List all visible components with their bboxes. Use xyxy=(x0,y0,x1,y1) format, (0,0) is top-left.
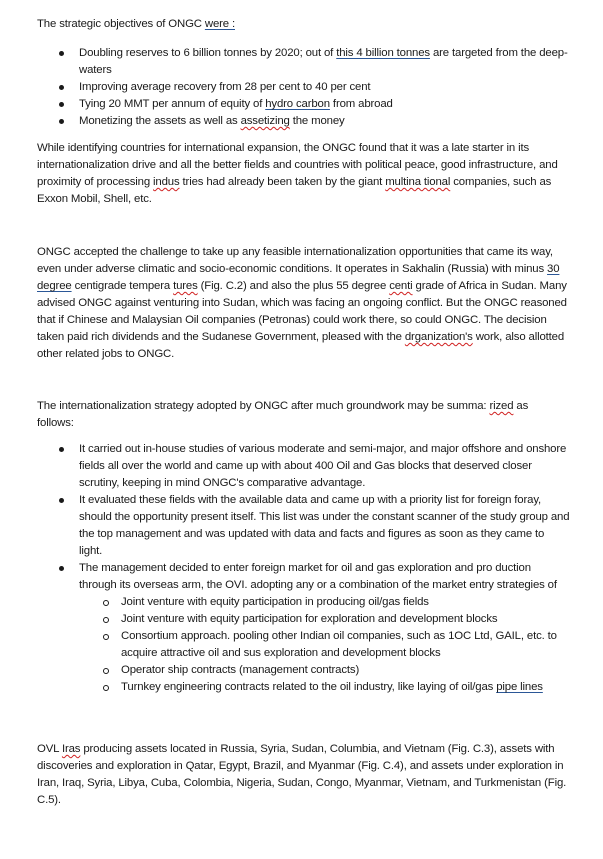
list-item: It carried out in-house studies of various moderate and semi-major, and major offshore and onshore fields all over the world and came up with about 400 Oil and Gas blocks that deserved closer scrutiny, keeping in mind ONGC's comparative advantage. xyxy=(0,441,570,492)
sub-list-item: Turnkey engineering contracts related to the oil industry, like laying of oil/gas pipe lines xyxy=(79,679,570,696)
ovl-assets-paragraph: OVL Iras producing assets located in Russia, Syria, Sudan, Columbia, and Vietnam (Fig. C.3), assets with discoveries and exploration in Qatar, Egypt, Brazil, and Myanmar (Fig. C.4), and assets under exploration in Iran, Iraq, Syria, Libya, Cuba, Colombia, Nigeria, Sudan, Congo, Myanmar, Vietnam, and Turkmenistan (Fig. C.5). xyxy=(37,743,567,806)
circle-bullet-icon xyxy=(103,634,109,640)
challenge-paragraph: ONGC accepted the challenge to take up any feasible internationalization opportunities that came its way, even under adverse climatic and socio-economic conditions. It operates in Sakhalin (Russia) with minus 30 degree centigrade tempera tures (Fig. C.2) and also the plus 55 degree centi grade of Africa in Sudan. Many advised ONGC against venturing into Sudan, which was facing an ongoing conflict. But the ONGC reasoned that if Chinese and Malaysian Oil companies (Petronas) could work there, so could ONGC. The decision taken paid rich dividends and the Sudanese Government, pleased with the drganization's work, also allotted other related jobs to ONGC. xyxy=(37,246,567,360)
spelling-flag[interactable]: Iras xyxy=(61,743,81,755)
grammar-flag[interactable]: hydro carbon xyxy=(265,98,330,110)
bullet-icon xyxy=(59,498,64,503)
list-item: Monetizing the assets as well as assetizing the money xyxy=(0,113,570,130)
bullet-icon xyxy=(59,85,64,90)
grammar-flag[interactable]: this 4 billion tonnes xyxy=(336,47,430,59)
list-item: The management decided to enter foreign market for oil and gas exploration and pro duction through its overseas arm, the OVI. adopting any or a combination of the market entry strategies of Joint venture with equity participation in producing oil/gas fields Joint venture with equity participation for exploration and development blocks Consortium approach. pooling other Indian oil companies, such as 1OC Ltd, GAIL, etc. to acquire attractive oil and sus exploration and development blocks Operator ship contracts (management contracts) Turnkey engineering contracts related to the oil industry, like laying of oil/gas pipe lines xyxy=(0,560,570,696)
sub-list-item: Operator ship contracts (management contracts) xyxy=(79,662,570,679)
objectives-heading: The strategic objectives of ONGC were : xyxy=(37,18,235,30)
grammar-flag[interactable]: 30 degree xyxy=(37,263,560,292)
spelling-flag[interactable]: indus xyxy=(153,176,180,188)
list-item: Doubling reserves to 6 billion tonnes by 2020; out of this 4 billion tonnes are targeted from the deep-waters xyxy=(0,45,570,79)
objectives-list xyxy=(0,45,570,130)
spelling-flag[interactable]: centi xyxy=(389,280,413,292)
circle-bullet-icon xyxy=(103,617,109,623)
strategy-intro: The internationalization strategy adopted by ONGC after much groundwork may be summa: rized as follows: xyxy=(37,400,529,429)
bullet-icon xyxy=(59,566,64,571)
bullet-icon xyxy=(59,102,64,107)
sub-list-item: Consortium approach. pooling other Indian oil companies, such as 1OC Ltd, GAIL, etc. to acquire attractive oil and sus exploration and development blocks xyxy=(79,628,570,662)
bullet-icon xyxy=(59,119,64,124)
strategy-list xyxy=(0,441,570,696)
list-item: Tying 20 MMT per annum of equity of hydro carbon from abroad xyxy=(0,96,570,113)
grammar-flag[interactable]: pipe lines xyxy=(496,681,543,693)
circle-bullet-icon xyxy=(103,600,109,606)
spelling-flag[interactable]: rized xyxy=(489,400,514,412)
sub-list-item: Joint venture with equity participation in producing oil/gas fields xyxy=(79,594,570,611)
spelling-flag[interactable]: assetizing xyxy=(240,115,290,127)
expansion-paragraph: While identifying countries for international expansion, the ONGC found that it was a late starter in its internationalization drive and all the better fields and countries with political peace, good infrastructure, and proximity of processing indus tries had already been taken by the giant multina tional companies, such as Exxon Mobil, Shell, etc. xyxy=(37,142,558,205)
bullet-icon xyxy=(59,51,64,56)
spelling-flag[interactable]: multina tional xyxy=(385,176,451,188)
list-item: Improving average recovery from 28 per cent to 40 per cent xyxy=(0,79,570,96)
spelling-flag[interactable]: drganization's xyxy=(404,331,473,343)
list-item: It evaluated these fields with the available data and came up with a priority list for foreign foray, should the opportunity present itself. This list was under the constant scanner of the study group and the top management and was updated with data and facts and figures as soon as they came to light. xyxy=(0,492,570,560)
circle-bullet-icon xyxy=(103,685,109,691)
grammar-flag[interactable]: were : xyxy=(204,18,235,30)
circle-bullet-icon xyxy=(103,668,109,674)
spelling-flag[interactable]: tures xyxy=(173,280,198,292)
entry-strategies-list xyxy=(79,594,570,696)
sub-list-item: Joint venture with equity participation for exploration and development blocks xyxy=(79,611,570,628)
bullet-icon xyxy=(59,447,64,452)
